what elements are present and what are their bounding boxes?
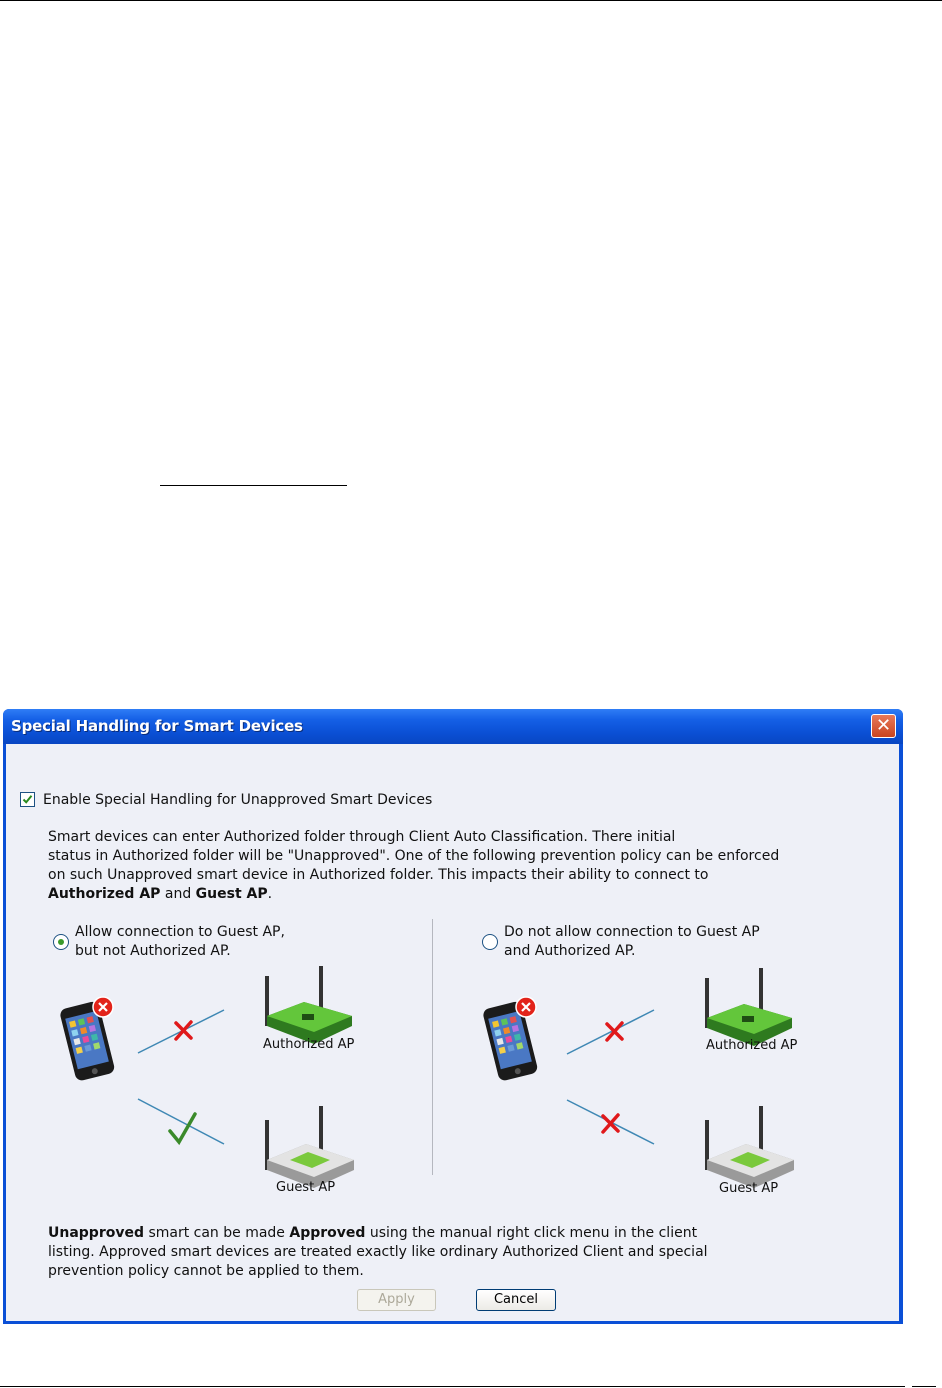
unapproved-term: Unapproved <box>48 1225 144 1241</box>
option-right-radio[interactable] <box>482 934 498 950</box>
special-handling-dialog <box>3 709 903 1324</box>
approved-term: Approved <box>289 1225 366 1241</box>
guest-ap-term: Guest AP <box>195 886 268 902</box>
page-bottom-rule-stub <box>912 1386 936 1387</box>
radio-selected-dot <box>58 939 64 945</box>
authorized-ap-term: Authorized AP <box>48 886 161 902</box>
page-top-rule <box>0 0 942 1</box>
cross-icon <box>607 1023 622 1040</box>
footer-text-1: smart can be made <box>144 1225 290 1241</box>
description-line-4 <box>48 885 272 904</box>
footer-text-2: using the manual right click menu in the client <box>365 1225 698 1241</box>
guest-ap-icon <box>705 1106 794 1188</box>
cancel-button[interactable]: Cancel <box>476 1289 556 1311</box>
footer-line-3: prevention policy cannot be applied to them. <box>48 1263 364 1279</box>
cross-icon <box>603 1115 618 1132</box>
option-left-radio[interactable] <box>53 934 69 950</box>
option-right-line-1: Do not allow connection to Guest AP <box>504 924 760 940</box>
smartphone-icon <box>59 997 116 1082</box>
left-authorized-ap-label: Authorized AP <box>263 1037 355 1052</box>
right-authorized-ap-label: Authorized AP <box>706 1038 798 1053</box>
option-left-line-2: but not Authorized AP. <box>75 943 231 959</box>
footer-line-2: listing. Approved smart devices are treated exactly like ordinary Authorized Client and special <box>48 1244 708 1260</box>
enable-special-handling-checkbox[interactable] <box>20 792 35 807</box>
apply-button[interactable]: Apply <box>357 1289 436 1311</box>
and-text: and <box>160 886 196 902</box>
description-line-3: on such Unapproved smart device in Authorized folder. This impacts their ability to connect to <box>48 867 709 883</box>
authorized-ap-icon <box>705 968 792 1046</box>
dialog-titlebar[interactable] <box>3 709 903 744</box>
footer-line-1 <box>48 1224 697 1243</box>
description-line-1: Smart devices can enter Authorized folder through Client Auto Classification. There initial <box>48 829 676 845</box>
authorized-ap-icon <box>265 966 352 1044</box>
right-guest-ap-label: Guest AP <box>719 1181 779 1196</box>
period-text: . <box>267 886 273 902</box>
dialog-title: Special Handling for Smart Devices <box>11 717 303 735</box>
guest-ap-icon <box>265 1106 354 1188</box>
document-link-underline <box>160 485 347 486</box>
cross-icon <box>176 1022 191 1039</box>
options-divider <box>432 919 433 1175</box>
page-bottom-rule <box>0 1386 905 1387</box>
checkmark-icon <box>22 794 33 805</box>
left-guest-ap-label: Guest AP <box>276 1180 336 1195</box>
close-icon[interactable]: ✕ <box>871 714 896 738</box>
option-right-line-2: and Authorized AP. <box>504 943 636 959</box>
dialog-body <box>6 744 899 1321</box>
option-left-line-1: Allow connection to Guest AP, <box>75 924 285 940</box>
enable-special-handling-label: Enable Special Handling for Unapproved Smart Devices <box>43 792 433 808</box>
smartphone-icon <box>482 997 539 1082</box>
description-line-2: status in Authorized folder will be "Unapproved". One of the following prevention policy can be enforced <box>48 848 780 864</box>
